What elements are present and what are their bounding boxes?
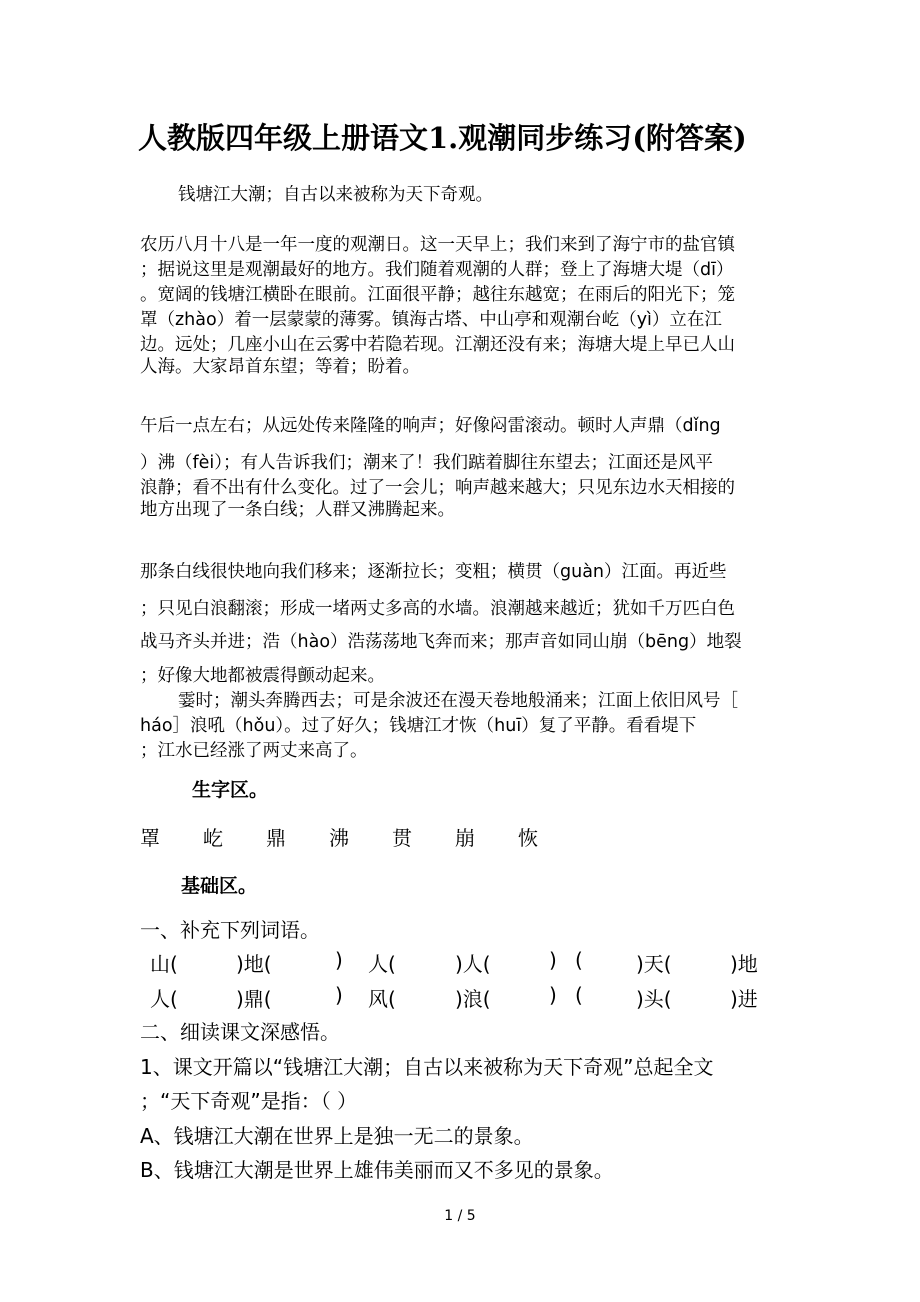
character-item: 屹 xyxy=(203,826,223,850)
character-item: 恢 xyxy=(518,826,538,850)
section-heading-basic: 基础区。 xyxy=(181,875,258,897)
question-2-1-prompt: 1、课文开篇以“钱塘江大潮；自古以来被称为天下奇观”总起全文 xyxy=(140,1055,714,1079)
fill-blank-item: )地( xyxy=(236,952,272,976)
fill-blank-item: )地 xyxy=(730,952,758,976)
page-number: 1 / 5 xyxy=(444,1208,476,1224)
paragraph-line: ；只见白浪翻滚；形成一堵两丈多高的水墙。浪潮越来越近；犹如千万匹白色 xyxy=(140,599,735,619)
paragraph-line: 浪静；看不出有什么变化。过了一会儿；响声越来越大；只见东边水天相接的 xyxy=(140,478,735,498)
paragraph-line: 。宽阔的钱塘江横卧在眼前。江面很平静；越往东越宽；在雨后的阳光下；笼 xyxy=(140,285,735,305)
character-item: 沸 xyxy=(329,826,349,850)
fill-blank-item: )鼎( xyxy=(236,987,272,1011)
fill-blank-item: ) xyxy=(549,948,557,972)
fill-blank-item: )浪( xyxy=(455,987,491,1011)
fill-blank-item: )头( xyxy=(636,987,672,1011)
character-item: 鼎 xyxy=(266,826,286,850)
fill-blank-item: ) xyxy=(549,983,557,1007)
option-b: B、钱塘江大潮是世界上雄伟美丽而又不多见的景象。 xyxy=(140,1158,614,1182)
question-1-title: 一、补充下列词语。 xyxy=(140,918,320,942)
fill-blank-item: ) xyxy=(335,948,343,972)
fill-blank-item: 人( xyxy=(150,987,178,1011)
fill-blank-item: 山( xyxy=(150,952,178,976)
paragraph-line: 霎时；潮头奔腾西去；可是余波还在漫天卷地般涌来；江面上依旧风号［ xyxy=(178,691,738,711)
paragraph-line: 午后一点左右；从远处传来隆隆的响声；好像闷雷滚动。顿时人声鼎（dǐng xyxy=(140,416,721,436)
paragraph-line: ）沸（fèi）；有人告诉我们；潮来了！我们踮着脚往东望去；江面还是风平 xyxy=(140,453,714,473)
fill-blank-item: 人( xyxy=(368,952,396,976)
page-title: 人教版四年级上册语文1.观潮同步练习(附答案) xyxy=(138,121,747,155)
paragraph-line: ；江水已经涨了两丈来高了。 xyxy=(140,741,368,761)
fill-blank-item: ( xyxy=(575,948,583,972)
fill-blank-item: ) xyxy=(335,983,343,1007)
intro-sentence: 钱塘江大潮；自古以来被称为天下奇观。 xyxy=(178,185,493,205)
paragraph-line: 地方出现了一条白线；人群又沸腾起来。 xyxy=(140,500,455,520)
character-item: 罩 xyxy=(140,826,160,850)
option-a: A、钱塘江大潮在世界上是独一无二的景象。 xyxy=(140,1124,534,1148)
paragraph-line: 罩（zhào）着一层蒙蒙的薄雾。镇海古塔、中山亭和观潮台屹（yì）立在江 xyxy=(140,310,722,330)
question-2-1-blank: ；“天下奇观”是指：（ ） xyxy=(140,1089,358,1113)
fill-blank-item: )人( xyxy=(455,952,491,976)
paragraph-line: 战马齐头并进；浩（hào）浩荡荡地飞奔而来；那声音如同山崩（bēng）地裂 xyxy=(140,632,742,652)
paragraph-line: háo］浪吼（hǒu）。过了好久；钱塘江才恢（huī）复了平静。看看堤下 xyxy=(140,716,697,736)
fill-blank-item: 风( xyxy=(368,987,396,1011)
section-heading-characters: 生字区。 xyxy=(192,779,269,801)
fill-blank-item: )天( xyxy=(636,952,672,976)
paragraph-line: ；据说这里是观潮最好的地方。我们随着观潮的人群；登上了海塘大堤（dī） xyxy=(140,260,734,280)
paragraph-line: 那条白线很快地向我们移来；逐渐拉长；变粗；横贯（guàn）江面。再近些 xyxy=(140,562,727,582)
question-2-title: 二、细读课文深感悟。 xyxy=(140,1020,340,1044)
fill-blank-item: )进 xyxy=(730,987,758,1011)
character-list xyxy=(140,822,581,851)
character-item: 崩 xyxy=(455,826,475,850)
fill-blank-item: ( xyxy=(575,983,583,1007)
paragraph-line: 边。远处；几座小山在云雾中若隐若现。江潮还没有来；海塘大堤上早已人山 xyxy=(140,335,735,355)
paragraph-line: ；好像大地都被震得颤动起来。 xyxy=(140,666,385,686)
character-item: 贯 xyxy=(392,826,412,850)
paragraph-line: 农历八月十八是一年一度的观潮日。这一天早上；我们来到了海宁市的盐官镇 xyxy=(140,235,735,255)
paragraph-line: 人海。大家昂首东望；等着；盼着。 xyxy=(140,357,420,377)
